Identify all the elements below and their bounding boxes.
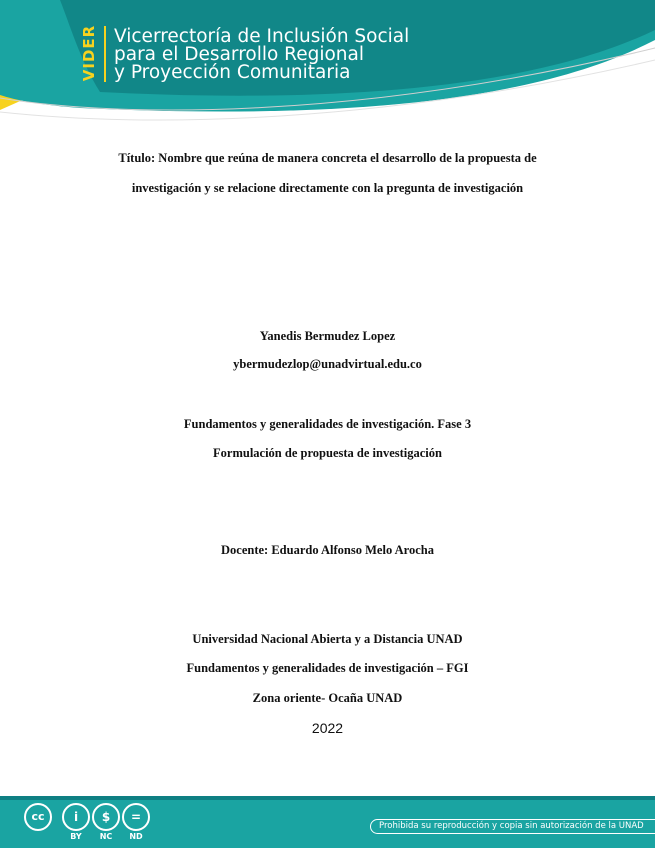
activity-title: Formulación de propuesta de investigación <box>213 446 442 460</box>
zone-name: Zona oriente- Ocaña UNAD <box>252 691 403 705</box>
nd-icon: = <box>122 803 150 831</box>
banner-line-1: Vicerrectoría de Inclusión Social <box>114 26 410 47</box>
title-line-1: Título: Nombre que reúna de manera concreta el desarrollo de la propuesta de <box>118 151 537 165</box>
title-line-2: investigación y se relacione directamente con la pregunta de investigación <box>131 181 524 195</box>
footer-stripe <box>0 796 655 800</box>
by-label: BY <box>70 832 82 841</box>
course-code: Fundamentos y generalidades de investigación – FGI <box>186 661 469 675</box>
banner-line-3: y Proyección Comunitaria <box>114 62 351 83</box>
footer-banner <box>0 796 655 848</box>
vider-logo-text: VIDER <box>80 24 98 82</box>
nd-label: ND <box>129 832 143 841</box>
header-banner <box>0 0 655 140</box>
nc-icon: $ <box>92 803 120 831</box>
logo-divider <box>104 26 106 82</box>
by-icon: i <box>62 803 90 831</box>
university-name: Universidad Nacional Abierta y a Distancia UNAD <box>192 632 463 646</box>
teacher-name: Docente: Eduardo Alfonso Melo Arocha <box>221 543 434 557</box>
year: 2022 <box>311 720 344 736</box>
vider-logo <box>78 24 100 86</box>
course-line: Fundamentos y generalidades de investigación. Fase 3 <box>183 417 472 431</box>
author-name: Yanedis Bermudez Lopez <box>259 329 396 343</box>
cc-icon: cc <box>24 803 52 831</box>
author-email: ybermudezlop@unadvirtual.edu.co <box>233 357 422 371</box>
nc-label: NC <box>99 832 113 841</box>
copyright-notice: Prohibida su reproducción y copia sin autorización de la UNAD <box>370 819 655 834</box>
banner-line-2: para el Desarrollo Regional <box>114 44 364 65</box>
